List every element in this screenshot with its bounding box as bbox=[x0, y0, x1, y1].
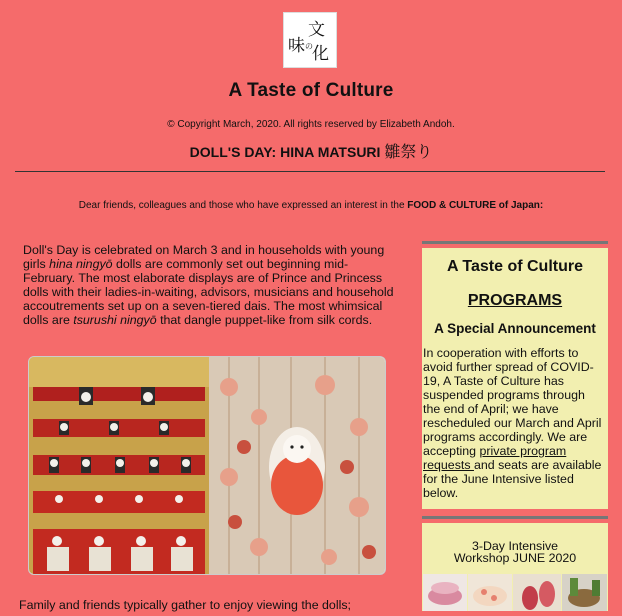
page-heading bbox=[0, 139, 622, 162]
workshop-title-line1: 3-Day Intensive bbox=[471, 539, 559, 553]
announcement-text-1: In cooperation with efforts to avoid further spread of COVID-19, A Taste of Culture has suspended programs through the end of April; we have rescheduled our March and April programs accordingly. We are accepting bbox=[423, 346, 602, 458]
page-heading-english: DOLL'S DAY: HINA MATSURI bbox=[189, 144, 381, 160]
logo-calligraphy bbox=[286, 15, 334, 65]
sidebar-divider-middle bbox=[422, 516, 608, 519]
intro-text-3: that dangle puppet-like from silk cords. bbox=[156, 313, 373, 327]
site-title: A Taste of Culture bbox=[228, 80, 394, 101]
site-logo[interactable] bbox=[283, 12, 337, 68]
page-heading-japanese: 雛祭り bbox=[384, 144, 433, 161]
header-divider bbox=[15, 171, 605, 172]
workshop-title-line2: Workshop JUNE 2020 bbox=[453, 551, 577, 565]
outro-paragraph: Family and friends typically gather to enjoy viewing the dolls; bbox=[19, 598, 351, 612]
intro-text-1: Doll's Day is celebrated on March 3 and in households with young girls bbox=[23, 243, 385, 271]
svg-text:の: の bbox=[305, 42, 313, 51]
programs-heading: PROGRAMS bbox=[467, 292, 563, 309]
greeting-text: Dear friends, colleagues and those who have expressed an interest in the bbox=[78, 200, 405, 211]
intro-text-2: dolls are commonly set out beginning mid-February. The most elaborate displays are of Prince and Princess dolls with their ladies-in-waiting, advisors, musicians and household accoutrements set up on a seven-tiered dais. The most whimsical dolls are bbox=[23, 257, 394, 327]
hanging-tsurushi-dolls-image bbox=[209, 357, 386, 575]
intro-paragraph bbox=[23, 243, 395, 327]
workshop-panel[interactable] bbox=[422, 523, 608, 611]
intro-term-hina-ningyo: hina ningyō bbox=[49, 257, 113, 271]
intro-term-tsurushi-ningyo: tsurushi ningyō bbox=[73, 313, 157, 327]
svg-text:化: 化 bbox=[312, 44, 329, 64]
svg-text:文: 文 bbox=[308, 20, 325, 40]
tiered-doll-display-image bbox=[29, 357, 209, 575]
private-program-requests-link[interactable]: private program requests bbox=[423, 444, 567, 472]
workshop-food-photos bbox=[422, 574, 608, 611]
announcement-text-2: and seats are available for the June Intensive listed below. bbox=[423, 458, 602, 500]
special-announcement-heading: A Special Announcement bbox=[434, 321, 596, 336]
sidebar-divider-top bbox=[422, 241, 608, 244]
programs-panel bbox=[422, 248, 608, 509]
hina-dolls-photo bbox=[28, 356, 386, 575]
workshop-title bbox=[422, 540, 608, 564]
svg-text:味: 味 bbox=[288, 36, 305, 56]
programs-panel-title: A Taste of Culture bbox=[446, 258, 583, 275]
announcement-body bbox=[422, 346, 608, 500]
greeting-emphasis: FOOD & CULTURE of Japan: bbox=[407, 200, 544, 211]
copyright-notice: © Copyright March, 2020. All rights reserved by Elizabeth Andoh. bbox=[167, 119, 455, 130]
greeting bbox=[0, 200, 622, 211]
